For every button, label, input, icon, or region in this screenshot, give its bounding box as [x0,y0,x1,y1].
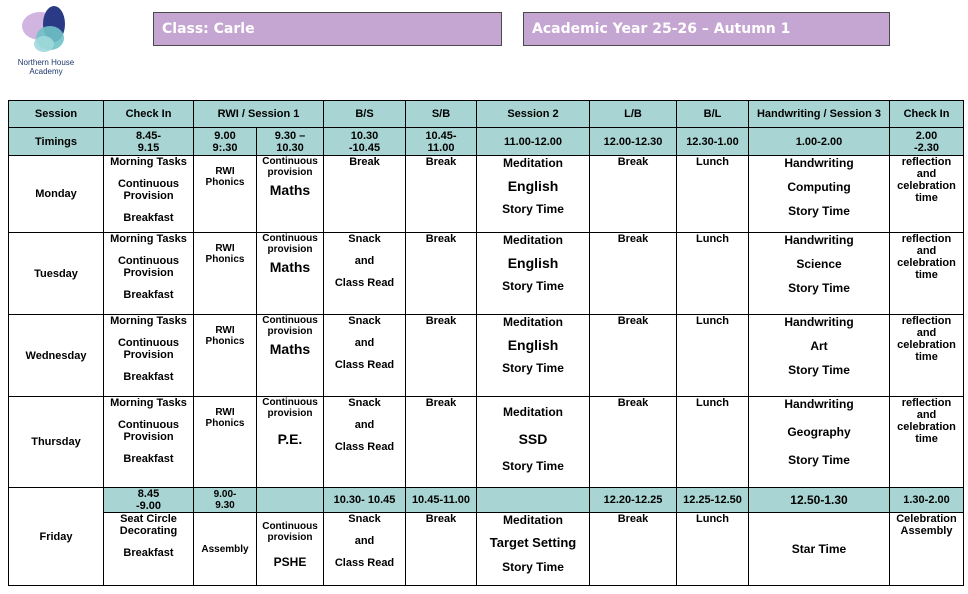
header-session2: Session 2 [477,101,590,128]
bs-cell: Snack and Class Read [324,233,406,315]
academy-logo-mark [10,4,82,58]
session3-cell: Star Time [749,513,890,586]
day-label: Tuesday [9,233,104,315]
day-label: Wednesday [9,315,104,397]
sb-cell: Break [406,315,477,397]
bs-cell: Snack and Class Read [324,315,406,397]
timing-rwi: 9.00 9:.30 [194,128,257,156]
lb-cell: Break [590,397,677,488]
lb-cell: Break [590,233,677,315]
checkin2-cell: reflection and celebration time [890,156,964,233]
session3-cell: Handwriting Geography Story Time [749,397,890,488]
timings-label: Timings [9,128,104,156]
header-session3: Handwriting / Session 3 [749,101,890,128]
checkin-cell: Morning Tasks Continuous Provision Breakfast [104,397,194,488]
friday-timing-checkin-2: 1.30-2.00 [890,488,964,513]
timings-row [9,128,964,156]
academy-name: Northern House Academy [17,58,75,76]
bl-cell: Lunch [677,233,749,315]
checkin-cell: Morning Tasks Continuous Provision Breakfast [104,156,194,233]
day-row-friday [9,513,964,586]
class-banner: Class: Carle [153,12,502,46]
bs-cell: Snack and Class Read [324,397,406,488]
day-label: Thursday [9,397,104,488]
header-row [9,101,964,128]
checkin2-cell: Celebration Assembly [890,513,964,586]
bl-cell: Lunch [677,513,749,586]
academic-year-banner: Academic Year 25-26 – Autumn 1 [523,12,890,46]
session2-cell: Meditation SSD Story Time [477,397,590,488]
session3-cell: Handwriting Art Story Time [749,315,890,397]
timetable [8,100,964,586]
timing-session2: 11.00-12.00 [477,128,590,156]
day-row-wednesday [9,315,964,397]
day-label: Friday [9,488,104,586]
friday-timings-row [9,488,964,513]
friday-timing-sb: 10.45-11.00 [406,488,477,513]
friday-timing-rwi: 9.00- 9.30 [194,488,257,513]
session1-cell: Continuous provision Maths [257,315,324,397]
timing-sb: 10.45- 11.00 [406,128,477,156]
session2-cell: Meditation English Story Time [477,233,590,315]
session2-cell: Meditation English Story Time [477,315,590,397]
header-bs: B/S [324,101,406,128]
sb-cell: Break [406,397,477,488]
checkin2-cell: reflection and celebration time [890,397,964,488]
timing-session1: 9.30 – 10.30 [257,128,324,156]
lb-cell: Break [590,315,677,397]
checkin-cell: Morning Tasks Continuous Provision Breakfast [104,315,194,397]
header-bl: B/L [677,101,749,128]
timing-bl: 12.30-1.00 [677,128,749,156]
session3-cell: Handwriting Science Story Time [749,233,890,315]
checkin2-cell: reflection and celebration time [890,315,964,397]
timing-checkin-2: 2.00 -2.30 [890,128,964,156]
friday-timing-bl: 12.25-12.50 [677,488,749,513]
sb-cell: Break [406,156,477,233]
timing-session3: 1.00-2.00 [749,128,890,156]
session3-cell: Handwriting Computing Story Time [749,156,890,233]
header-check-in-2: Check In [890,101,964,128]
lb-cell: Break [590,156,677,233]
session2-cell: Meditation English Story Time [477,156,590,233]
friday-timing-checkin: 8.45 -9.00 [104,488,194,513]
header-session: Session [9,101,104,128]
friday-timing-lb: 12.20-12.25 [590,488,677,513]
session1-cell: Continuous provision Maths [257,156,324,233]
bl-cell: Lunch [677,156,749,233]
rwi-cell: RWI Phonics [194,315,257,397]
header-rwi-session1: RWI / Session 1 [194,101,324,128]
checkin2-cell: reflection and celebration time [890,233,964,315]
friday-timing-session2 [477,488,590,513]
session1-cell: Continuous provision PSHE [257,513,324,586]
rwi-cell: RWI Phonics [194,233,257,315]
friday-timing-session3: 12.50-1.30 [749,488,890,513]
sb-cell: Break [406,513,477,586]
rwi-cell: RWI Phonics [194,156,257,233]
rwi-cell: Assembly [194,513,257,586]
session1-cell: Continuous provision P.E. [257,397,324,488]
lb-cell: Break [590,513,677,586]
timing-lb: 12.00-12.30 [590,128,677,156]
header-check-in: Check In [104,101,194,128]
sb-cell: Break [406,233,477,315]
session2-cell: Meditation Target Setting Story Time [477,513,590,586]
day-row-monday [9,156,964,233]
friday-timing-bs: 10.30- 10.45 [324,488,406,513]
bl-cell: Lunch [677,315,749,397]
academy-logo [10,4,82,82]
checkin-cell: Seat Circle Decorating Breakfast [104,513,194,586]
friday-timing-session1 [257,488,324,513]
header-lb: L/B [590,101,677,128]
bs-cell: Snack and Class Read [324,513,406,586]
day-row-thursday [9,397,964,488]
bl-cell: Lunch [677,397,749,488]
timing-bs: 10.30 -10.45 [324,128,406,156]
checkin-cell: Morning Tasks Continuous Provision Breakfast [104,233,194,315]
day-row-tuesday [9,233,964,315]
rwi-cell: RWI Phonics [194,397,257,488]
header-sb: S/B [406,101,477,128]
timing-checkin: 8.45- 9.15 [104,128,194,156]
day-label: Monday [9,156,104,233]
session1-cell: Continuous provision Maths [257,233,324,315]
bs-cell: Break [324,156,406,233]
